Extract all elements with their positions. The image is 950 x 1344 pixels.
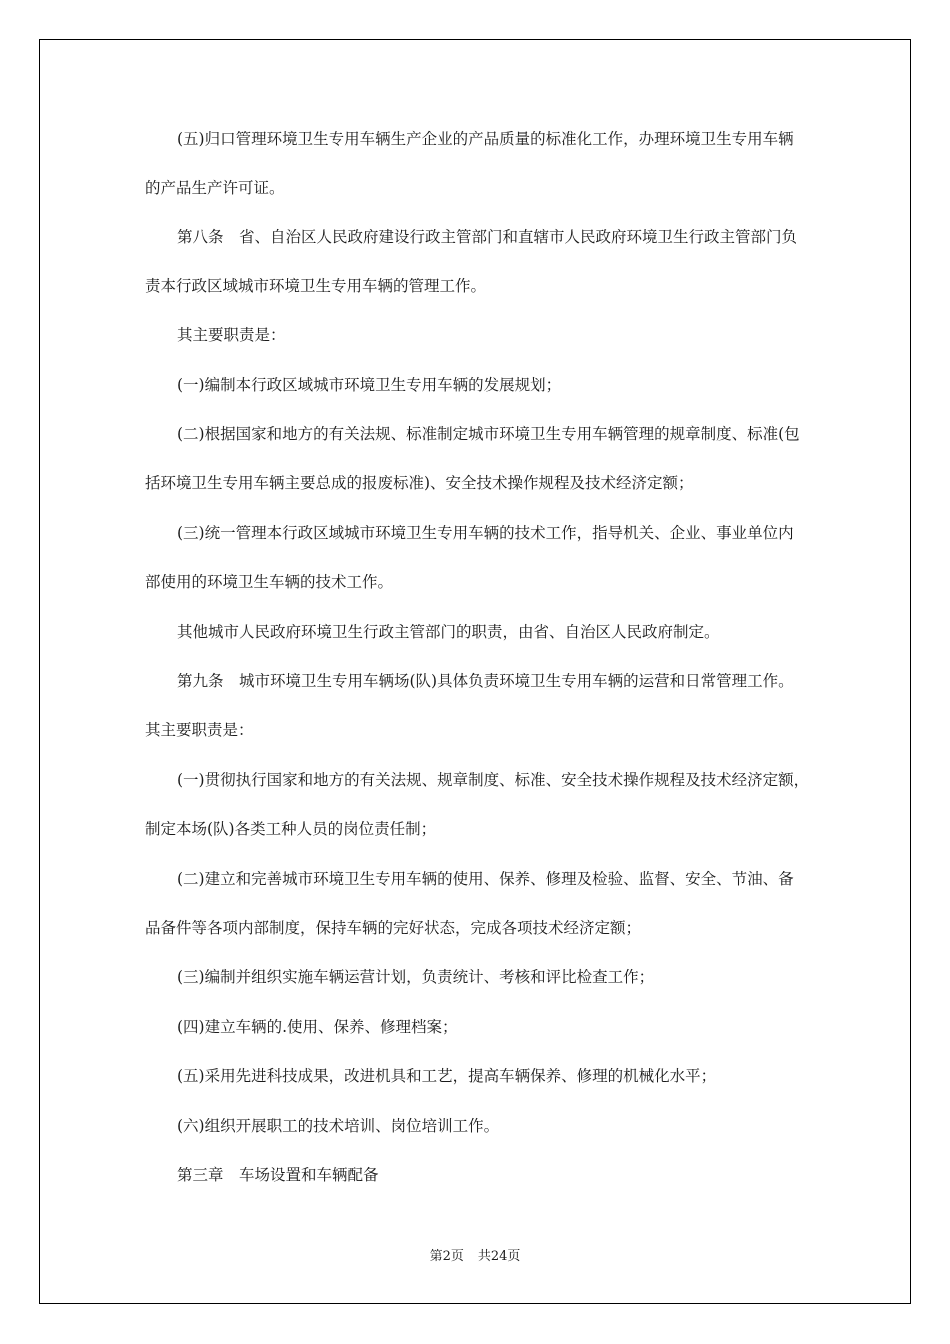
paragraph-line: 其主要职责是： [145, 721, 254, 739]
page-total: 共24页 [477, 1249, 521, 1264]
paragraph-line: 其他城市人民政府环境卫生行政主管部门的职责，由省、自治区人民政府制定。 [177, 623, 720, 641]
paragraph-line: (五)归口管理环境卫生专用车辆生产企业的产品质量的标准化工作，办理环境卫生专用车辆 [177, 130, 794, 148]
paragraph-line: 品备件等各项内部制度，保持车辆的完好状态，完成各项技术经济定额； [145, 919, 642, 937]
paragraph-line: 第八条 省、自治区人民政府建设行政主管部门和直辖市人民政府环境卫生行政主管部门负 [177, 228, 798, 246]
paragraph-line: (四)建立车辆的.使用、保养、修理档案； [177, 1018, 458, 1036]
page-footer [0, 1248, 950, 1266]
paragraph-line: 其主要职责是： [177, 326, 286, 344]
paragraph-line: 的产品生产许可证。 [145, 179, 285, 197]
paragraph-line: (三)编制并组织实施车辆运营计划，负责统计、考核和评比检查工作； [177, 968, 655, 986]
paragraph-line: (二)建立和完善城市环境卫生专用车辆的使用、保养、修理及检验、监督、安全、节油、备 [177, 870, 794, 888]
paragraph-line: 责本行政区域城市环境卫生专用车辆的管理工作。 [145, 277, 487, 295]
paragraph-line: (三)统一管理本行政区域城市环境卫生专用车辆的技术工作，指导机关、企业、事业单位内 [177, 524, 794, 542]
paragraph-line: 第九条 城市环境卫生专用车辆场(队)具体负责环境卫生专用车辆的运营和日常管理工作。 [177, 672, 794, 690]
paragraph-line: 部使用的环境卫生车辆的技术工作。 [145, 573, 394, 591]
paragraph-line: (一)贯彻执行国家和地方的有关法规、规章制度、标准、安全技术操作规程及技术经济定额， [177, 771, 810, 789]
paragraph-line: 制定本场(队)各类工种人员的岗位责任制； [145, 820, 437, 838]
paragraph-line: 括环境卫生专用车辆主要总成的报废标准)、安全技术操作规程及技术经济定额； [145, 474, 694, 492]
page-number: 第2页 [429, 1249, 464, 1264]
paragraph-line: (一)编制本行政区域城市环境卫生专用车辆的发展规划； [177, 376, 562, 394]
paragraph-line: (五)采用先进科技成果，改进机具和工艺，提高车辆保养、修理的机械化水平； [177, 1067, 717, 1085]
paragraph-line: (二)根据国家和地方的有关法规、标准制定城市环境卫生专用车辆管理的规章制度、标准(包 [177, 425, 800, 443]
paragraph-line: (六)组织开展职工的技术培训、岗位培训工作。 [177, 1117, 500, 1135]
chapter-heading: 第三章 车场设置和车辆配备 [177, 1166, 379, 1184]
